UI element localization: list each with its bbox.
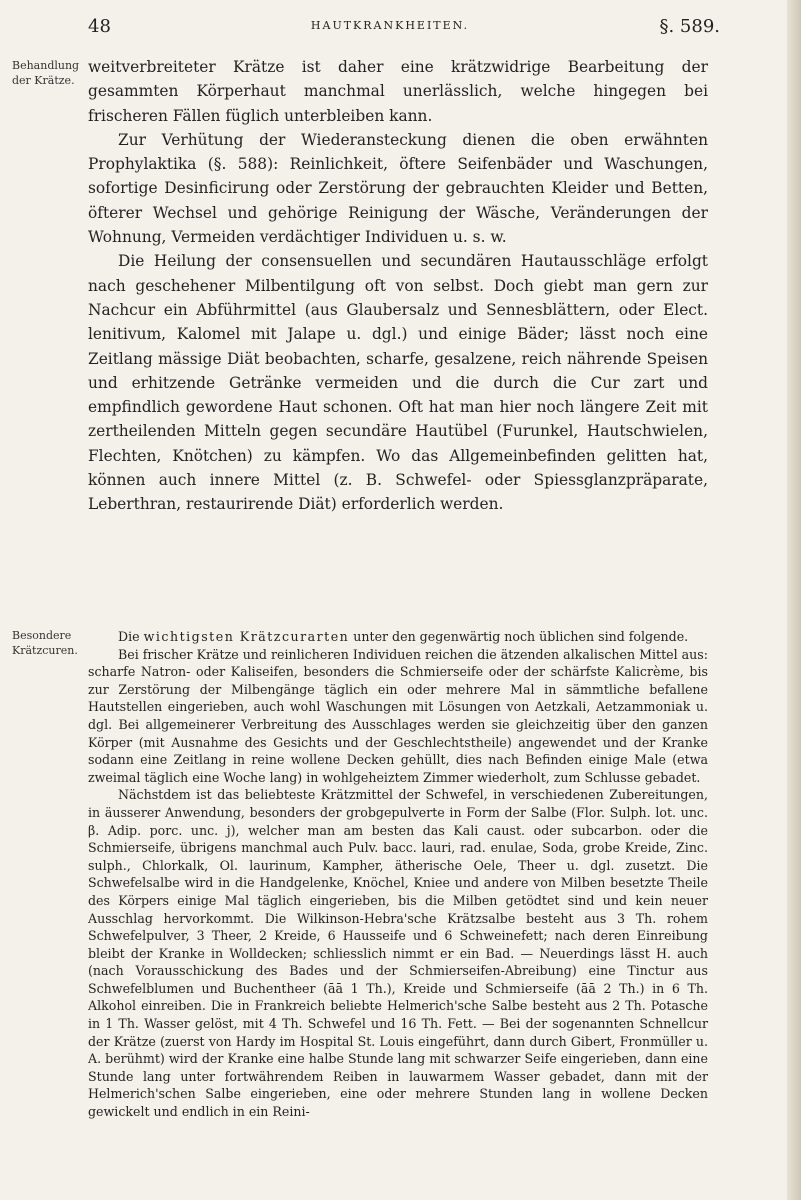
book-spine-edge — [787, 0, 801, 1200]
main-text-small — [88, 628, 708, 1121]
paragraph-schwefel: Nächstdem ist das beliebteste Krätzmittel der Schwefel, in verschiedenen Zubereitungen, in äusserer Anwendung, besonders der grobgepulverte in Form der Salbe (Flor. Sulph. lot. unc. β. Adip. porc. unc. j), welcher man am besten das Kali caust. oder subcarbon. oder die Schmierseife, übrigens manchmal auch Pulv. bacc. lauri, rad. enulae, Soda, grobe Kreide, Zinc. sulph., Chlorkalk, Ol. laurinum, Kampher, ätherische Oele, Theer u. dgl. zusetzt. Die Schwefelsalbe wird in die Handgelenke, Knöchel, Kniee und andere von Milben besetzte Theile des Körpers einige Mal täglich eingerieben, bis die Milben getödtet sind und kein neuer Ausschlag hervorkommt. Die Wilkinson-Hebra'sche Krätzsalbe besteht aus 3 Th. rohem Schwefelpulver, 3 Theer, 2 Kreide, 6 Hausseife und 6 Schweinefett; nach deren Einreibung bleibt der Kranke in Wolldecken; schliesslich nimmt er ein Bad. — Neuerdings lässt H. auch (nach Vorausschickung des Bades und der Schmierseifen-Abreibung) eine Tinctur aus Schwefelblumen und Buchentheer (āā 1 Th.), Kreide und Schmierseife (āā 2 Th.) in 6 Th. Alkohol einreiben. Die in Frankreich beliebte Helmerich'sche Salbe besteht aus 2 Th. Potasche in 1 Th. Wasser gelöst, mit 4 Th. Schwefel und 16 Th. Fett. — Bei der sogenannten Schnellcur der Krätze (zuerst von Hardy im Hospital St. Louis eingeführt, dann durch Gibert, Fronmüller u. A. berühmt) wird der Kranke eine halbe Stunde lang mit schwarzer Seife eingerieben, dann eine Stunde lang unter fortwährendem Reiben in lauwarmem Wasser gebadet, dann mit der Helmerich'schen Salbe eingerieben, eine oder mehrere Stunden lang in wollene Decken gewickelt und endlich in ein Reini- — [88, 787, 708, 1120]
page-header — [60, 16, 720, 40]
section-number: §. 589. — [659, 16, 720, 37]
page-number: 48 — [88, 16, 111, 37]
curarten-emphasis: wichtigsten Krätzcurarten — [143, 629, 350, 644]
paragraph-behandlung: weitverbreiteter Krätze ist daher eine krätzwidrige Bearbeitung der gesammten Körperhaut manchmal unerlässlich, welche hingegen bei frischeren Fällen füglich unterbleiben kann. — [88, 58, 708, 125]
paragraph-prophylaxis: Zur Verhütung der Wiederansteckung dienen die oben erwähnten Prophylaktika (§. 588): Reinlichkeit, öftere Seifenbäder und Waschungen, sofortige Desinficirung oder Zerstörung der gebrauchten Kleider und Betten, öfterer Wechsel und gehörige Reinigung der Wäsche, Veränderungen der Wohnung, Vermeiden verdächtiger Individuen u. s. w. — [88, 130, 708, 247]
paragraph-alkali: Bei frischer Krätze und reinlicheren Individuen reichen die ätzenden alkalischen Mittel aus: scharfe Natron- oder Kaliseifen, besonders die Schmierseife oder der schärfste Kalicrème, bis zur Zerstörung der Milbengänge täglich ein oder mehrere Mal in sämmtliche befallene Hautstellen eingerieben, auch wohl Waschungen mit Lösungen von Aetzkali, Aetzammoniak u. dgl. Bei allgemeinerer Verbreitung des Ausschlages werden sie gleichzeitig über den ganzen Körper (mit Ausnahme des Gesichts und der Geschlechtstheile) angewendet und der Kranke sodann eine Zeitlang in reine wollene Decken gehüllt, dies nach Befinden einige Male (etwa zweimal täglich eine Woche lang) in wohlgeheiztem Zimmer wiederholt, zum Schlusse gebadet. — [88, 646, 708, 785]
curarten-rest: unter den gegenwärtig noch üblichen sind folgende. — [353, 629, 689, 644]
paragraph-nachcur: Die Heilung der consensuellen und secundären Hautausschläge erfolgt nach geschehener Milbentilgung oft von selbst. Doch giebt man gern zur Nachcur ein Abführmittel (aus Glaubersalz und Sennesblättern, oder Elect. lenitivum, Kalomel mit Jalape u. dgl.) und einige Bäder; lässt noch eine Zeitlang mässige Diät beobachten, scharfe, gesalzene, reich nährende Speisen und erhitzende Getränke vermeiden und die durch die Cur zart und empfindlich gewordene Haut schonen. Oft hat man hier noch längere Zeit mit zertheilenden Mitteln gegen secundäre Hautübel (Furunkel, Hautschwielen, Flechten, Knötchen) zu kämpfen. Wo das Allgemeinbefinden gelitten hat, können auch innere Mittel (z. B. Schwefel- oder Spiessglanzpräparate, Leberthran, restaurirende Diät) erforderlich werden. — [88, 252, 708, 514]
margin-note-besondere: Besondere Krätzcuren. — [12, 629, 78, 657]
paragraph-curarten — [88, 628, 708, 646]
main-text-large — [88, 55, 708, 517]
running-title: HAUTKRANKHEITEN. — [310, 19, 470, 32]
curarten-lead: Die — [118, 629, 140, 644]
margin-note-behandlung: Behandlung der Krätze. — [12, 59, 80, 87]
